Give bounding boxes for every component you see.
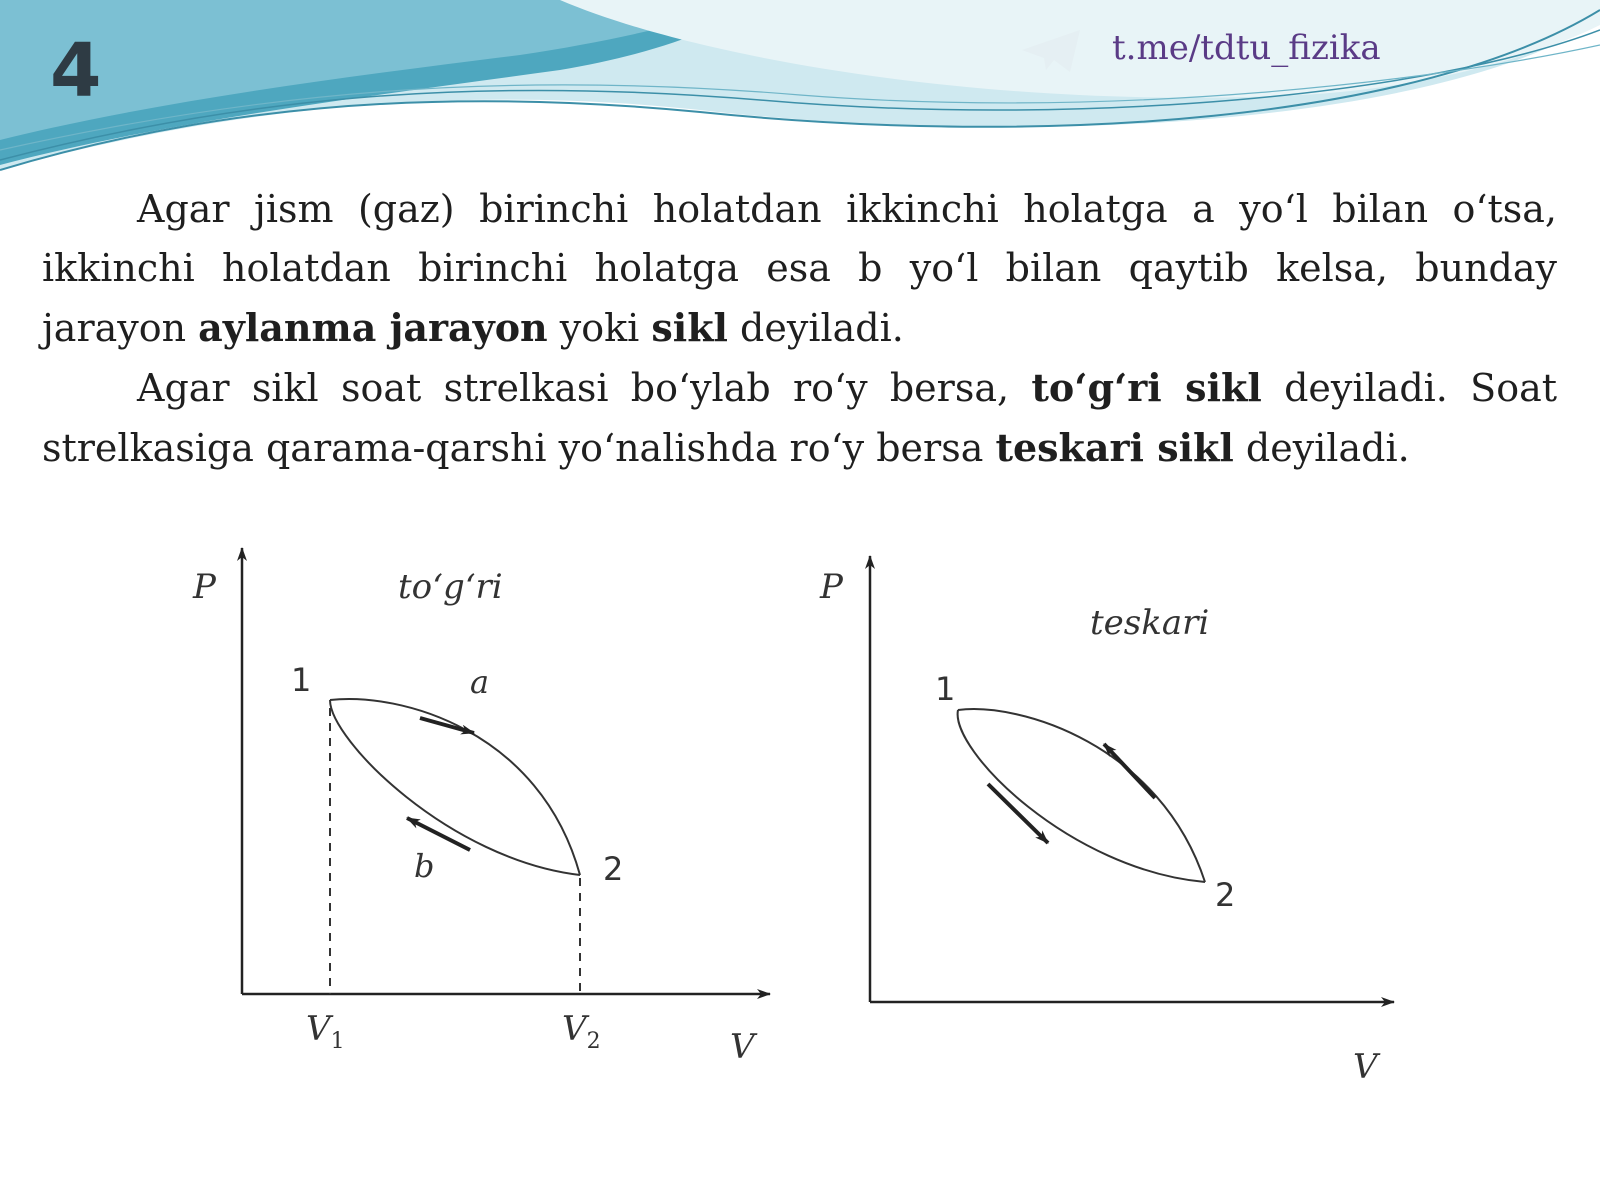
left-v1-label: $V_1$ (306, 1009, 345, 1054)
paragraph-cycle-direction: Agar sikl soat strelkasi bo‘ylab ro‘y bersa, to‘g‘ri sikl deyiladi. Soat strelkasiga qarama-qarshi yo‘nalishda ro‘y bersa teskari sikl deyiladi. (42, 365, 1557, 470)
right-lower-path (958, 710, 1205, 882)
right-upper-path (958, 709, 1205, 882)
slide-number: 4 (50, 28, 100, 114)
channel-link[interactable]: t.me/tdtu_fizika (1112, 28, 1381, 68)
diagram-direct-cycle (192, 548, 770, 1067)
right-v-label: V (1353, 1047, 1378, 1087)
term-teskari-sikl: teskari sikl (995, 425, 1234, 470)
diagram-reverse-cycle (819, 556, 1394, 1087)
right-arrow-lower (988, 784, 1048, 843)
left-path-a-label: a (470, 663, 490, 701)
right-arrow-upper (1104, 744, 1155, 798)
right-p-label: P (820, 567, 843, 607)
left-v-label: V (730, 1027, 755, 1067)
paragraph-cycle-definition: Agar jism (gaz) birinchi holatdan ikkinchi holatga a yo‘l bilan o‘tsa, ikkinchi holatdan birinchi holatga esa b yo‘l bilan qaytib kelsa, bunday jarayon aylanma jarayon yoki sikl deyiladi. (42, 187, 1557, 350)
left-p-label: P (193, 567, 216, 607)
left-point-2: 2 (603, 850, 624, 888)
left-title: to‘g‘ri (398, 567, 503, 607)
right-point-1: 1 (935, 670, 956, 708)
term-sikl: sikl (651, 305, 728, 350)
left-path-a (330, 699, 580, 875)
left-v2-label: $V_2$ (562, 1009, 601, 1054)
term-aylanma-jarayon: aylanma jarayon (198, 305, 548, 350)
term-togri-sikl: to‘g‘ri sikl (1031, 365, 1262, 410)
left-point-1: 1 (291, 661, 312, 699)
left-path-b-label: b (414, 847, 435, 885)
right-point-2: 2 (1215, 876, 1236, 914)
right-title: teskari (1090, 603, 1210, 643)
